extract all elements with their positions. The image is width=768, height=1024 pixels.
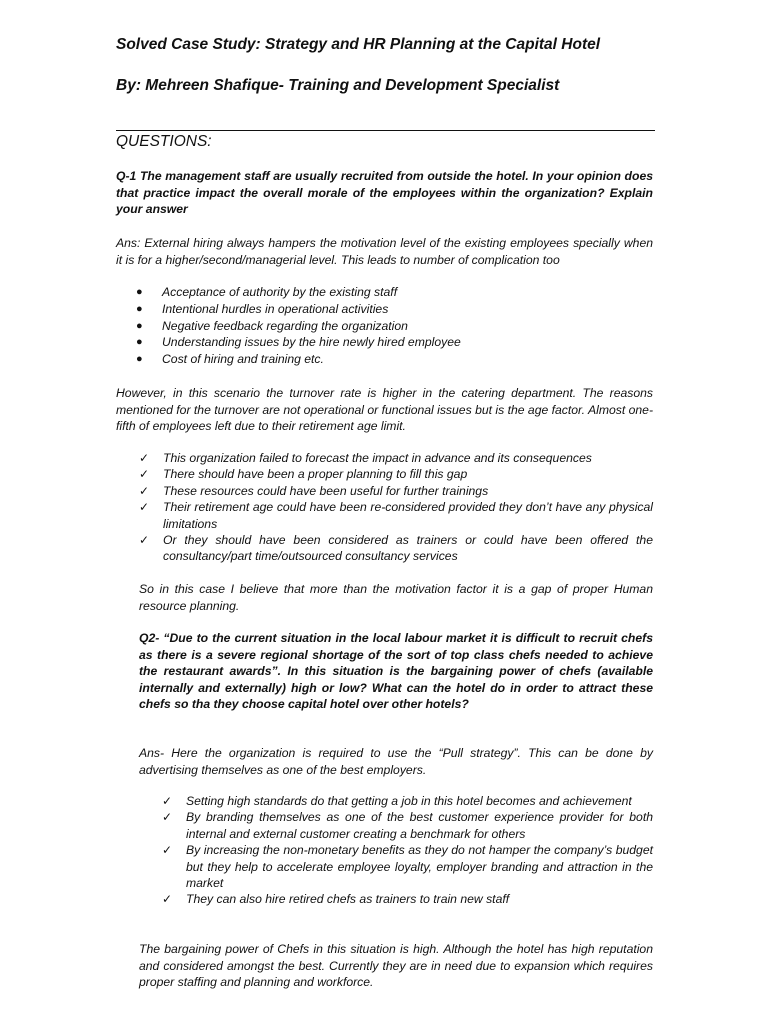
bullet-icon: ●	[136, 353, 143, 366]
bullet-icon: ●	[136, 319, 143, 332]
document-title: Solved Case Study: Strategy and HR Planning at the Capital Hotel	[116, 36, 601, 53]
bullet-icon: ●	[136, 286, 143, 298]
list-item: ● Acceptance of authority by the existing staff	[136, 285, 398, 299]
q1-answer: Ans: External hiring always hampers the motivation level of the existing employees specially when it is for a higher/second/managerial level. This leads to number of complication too	[116, 236, 653, 267]
q1-however-paragraph: However, in this scenario the turnover rate is higher in the catering department. The reasons mentioned for the turnover are not operational or functional issues but is the age factor. Almost one-fifth of employees left due to their retirement age limit.	[116, 386, 654, 433]
list-item: ✓ Setting high standards do that getting a job in this hotel becomes and achievement	[162, 794, 632, 808]
check-icon: ✓	[139, 483, 150, 498]
list-item: ✓ By branding themselves as one of the best customer experience provider for both internal and external customer creating a benchmark for others	[162, 810, 653, 841]
q1-conclusion: So in this case I believe that more than the motivation factor it is a gap of proper Human resource planning.	[139, 582, 653, 613]
check-icon: ✓	[162, 810, 173, 825]
q2-question: Q2- “Due to the current situation in the local labour market it is difficult to recruit chefs as there is a severe regional shortage of the sort of top class chefs needed to achieve the restaurant awards”. In this situation is the bargaining power of chefs (available internally and externally) high or low? What can the hotel do in order to attract these chefs so tha they choose capital hotel over other hotels?	[139, 631, 653, 711]
q2-bargaining-paragraph: The bargaining power of Chefs in this situation is high. Although the hotel has high reputation and considered amongst the best. Currently they are in need due to expansion which requires proper staffing and planning and workforce.	[139, 942, 653, 989]
q2-check-list	[162, 793, 653, 908]
check-icon: ✓	[139, 500, 150, 515]
list-item: ● Intentional hurdles in operational activities	[136, 301, 389, 316]
check-icon: ✓	[162, 892, 173, 907]
check-icon: ✓	[139, 467, 150, 482]
list-item: ● Cost of hiring and training etc.	[136, 352, 324, 367]
check-icon: ✓	[162, 794, 173, 808]
list-item: ✓ Their retirement age could have been re-considered provided they don’t have any physical limitations	[139, 500, 653, 531]
check-icon: ✓	[139, 533, 150, 548]
author-byline: By: Mehreen Shafique- Training and Development Specialist	[116, 77, 560, 94]
list-item: ● Understanding issues by the hire newly hired employee	[136, 335, 461, 350]
bullet-icon: ●	[136, 336, 143, 349]
q2-answer: Ans- Here the organization is required to use the “Pull strategy”. This can be done by advertising themselves as one of the best employers.	[139, 746, 653, 777]
list-item: ● Negative feedback regarding the organization	[136, 318, 408, 333]
q1-check-list	[139, 450, 653, 565]
q1-bullet-list	[116, 284, 653, 368]
bullet-icon: ●	[136, 302, 143, 315]
check-icon: ✓	[162, 843, 173, 858]
list-item: ✓ By increasing the non-monetary benefits as they do not hamper the company’s budget but they help to accelerate employee loyalty, employer branding and attraction in the market	[162, 843, 653, 891]
list-item: ✓ They can also hire retired chefs as trainers to train new staff	[162, 892, 510, 907]
heading-divider	[116, 130, 655, 131]
questions-heading: QUESTIONS:	[116, 133, 212, 150]
q1-question: Q-1 The management staff are usually recruited from outside the hotel. In your opinion does that practice impact the overall morale of the employees within the organization? Explain your answer	[116, 169, 653, 216]
list-item: ✓ This organization failed to forecast the impact in advance and its consequences	[139, 451, 592, 465]
list-item: ✓ Or they should have been considered as trainers or could have been offered the consultancy/part time/outsourced consultancy services	[139, 533, 653, 564]
check-icon: ✓	[139, 451, 150, 465]
list-item: ✓ These resources could have been useful for further trainings	[139, 483, 489, 498]
list-item: ✓ There should have been a proper planning to fill this gap	[139, 467, 468, 482]
